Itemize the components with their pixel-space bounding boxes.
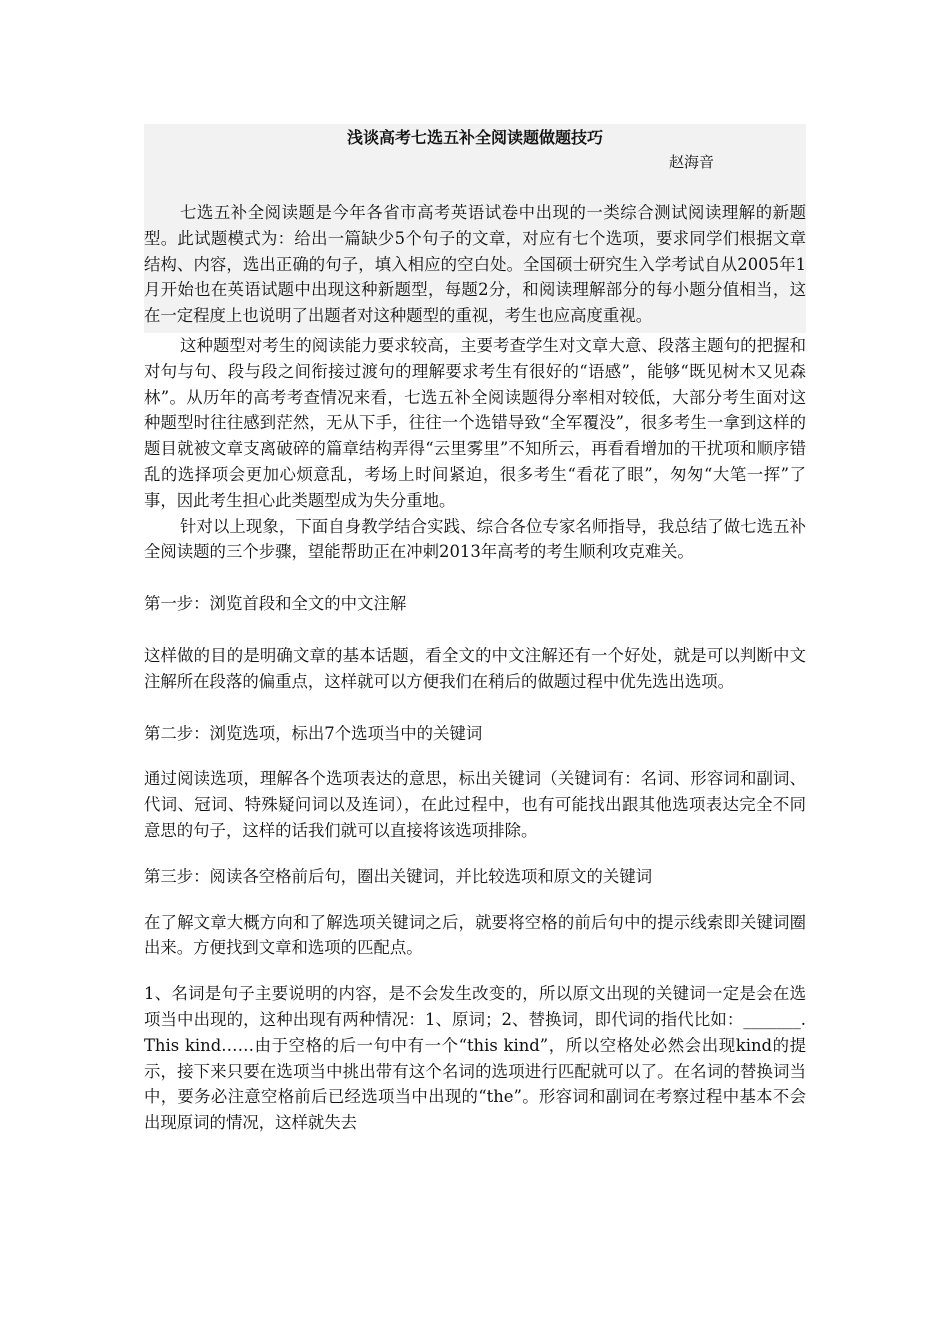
article-title: 浅谈高考七选五补全阅读题做题技巧	[346, 128, 603, 147]
step-2-body: 通过阅读选项，理解各个选项表达的意思，标出关键词（关键词有：名词、形容词和副词、代词、冠词、特殊疑问词以及连词），在此过程中，也有可能找出跟其他选项表达完全不同意思的句子，这样的话我们就可以直接将该选项排除。	[144, 769, 806, 840]
step-3-heading: 第三步：阅读各空格前后句，圈出关键词，并比较选项和原文的关键词	[144, 866, 653, 886]
step-3-body: 在了解文章大概方向和了解选项关键词之后，就要将空格的前后句中的提示线索即关键词圈出来。方便找到文章和选项的匹配点。	[144, 912, 806, 958]
intro-paragraph-2: 这种题型对考生的阅读能力要求较高，主要考查学生对文章大意、段落主题句的把握和对句与句、段与段之间衔接过渡句的理解要求考生有很好的“语感”，能够“既见树木又见森林”。从历年的高考考查情况来看，七选五补全阅读题得分率相对较低，大部分考生面对这种题型时往往感到茫然，无从下手，往往一个选错导致“全军覆没”，很多考生一拿到这样的题目就被文章支离破碎的篇章结构弄得“云里雾里”不知所云，再看看增加的干扰项和顺序错乱的选择项会更加心烦意乱，考场上时间紧迫，很多考生“看花了眼”，匆匆“大笔一挥”了事，因此考生担心此类题型成为失分重地。	[144, 335, 806, 510]
step-1-heading: 第一步：浏览首段和全文的中文注解	[144, 594, 407, 614]
document-page	[144, 124, 806, 1136]
intro-paragraph-3: 针对以上现象，下面自身教学结合实践、综合各位专家名师指导，我总结了做七选五补全阅读题的三个步骤，望能帮助正在冲刺2013年高考的考生顺利攻克难关。	[144, 516, 806, 562]
intro-paragraph-1: 七选五补全阅读题是今年各省市高考英语试卷中出现的一类综合测试阅读理解的新题型。此试题模式为：给出一篇缺少5个句子的文章，对应有七个选项，要求同学们根据文章结构、内容，选出正确的句子，填入相应的空白处。全国硕士研究生入学考试自从2005年1月开始也在英语试题中出现这种新题型，每题2分，和阅读理解部分的每小题分值相当，这在一定程度上也说明了出题者对这种题型的重视，考生也应高度重视。	[144, 203, 806, 326]
article-header-block	[144, 124, 806, 333]
step-1-body: 这样做的目的是明确文章的基本话题，看全文的中文注解还有一个好处，就是可以判断中文注解所在段落的偏重点，这样就可以方便我们在稍后的做题过程中优先选出选项。	[144, 645, 806, 691]
final-paragraph: 1、名词是句子主要说明的内容，是不会发生改变的，所以原文出现的关键词一定是会在选项当中出现的，这种出现有两种情况：1、原词；2、替换词，即代词的指代比如：_______. This kind……由于空格的后一句中有一个“this kind”，所以空格处必然会出现kind的提示，接下来只要在选项当中挑出带有这个名词的选项进行匹配就可以了。在名词的替换词当中，要务必注意空格前后已经选项当中出现的“the”。形容词和副词在考察过程中基本不会出现原词的情况，这样就失去	[144, 984, 806, 1133]
article-author: 赵海音	[668, 153, 714, 171]
step-2-heading: 第二步：浏览选项，标出7个选项当中的关键词	[144, 723, 483, 743]
